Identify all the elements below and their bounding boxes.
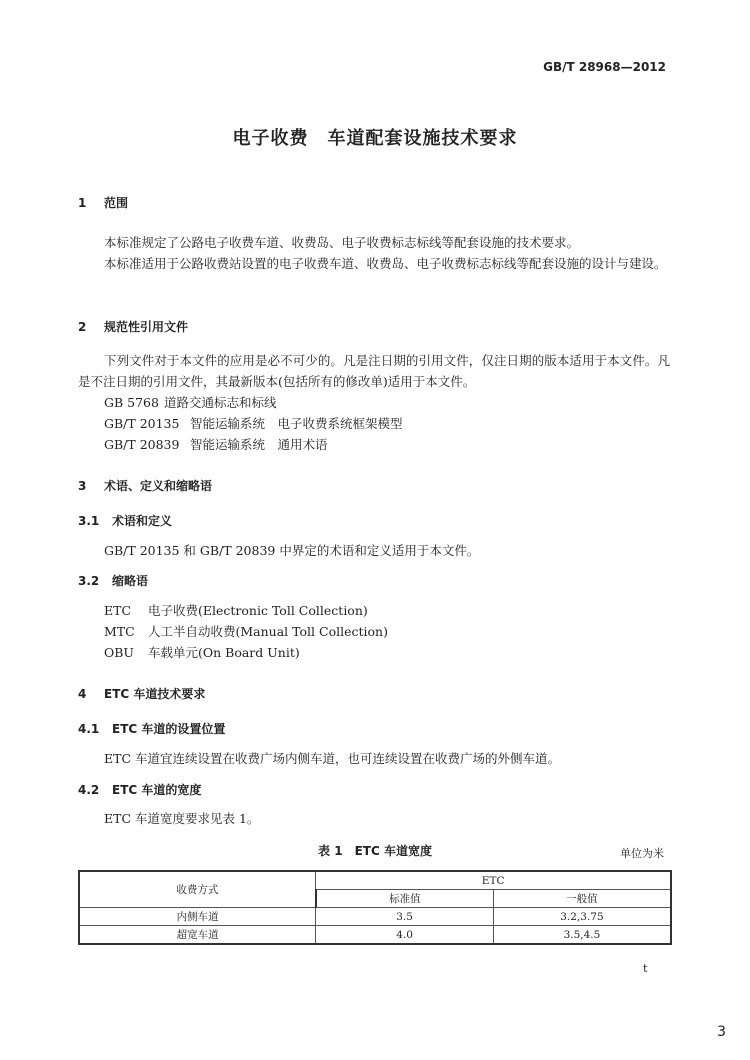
table-header-general: 一般值 xyxy=(493,890,671,908)
table-row xyxy=(79,926,671,945)
section-number: 3.2 xyxy=(78,574,100,588)
section-title: ETC 车道的设置位置 xyxy=(112,722,226,736)
table-row xyxy=(79,908,671,926)
section-title: 范围 xyxy=(104,196,129,210)
reference-title: 智能运输系统 电子收费系统框架模型 xyxy=(190,416,403,431)
section-3-1-paragraph: GB/T 20135 和 GB/T 20839 中界定的术语和定义适用于本文件。 xyxy=(104,543,480,558)
abbreviation-meaning: 人工半自动收费(Manual Toll Collection) xyxy=(148,624,388,639)
section-1-paragraph-1: 本标准规定了公路电子收费车道、收费岛、电子收费标志标线等配套设施的技术要求。 xyxy=(104,235,580,250)
section-4-1-heading xyxy=(78,720,225,737)
reference-item xyxy=(104,392,277,413)
section-title: ETC 车道的宽度 xyxy=(112,783,202,797)
table-cell-standard: 3.5 xyxy=(316,908,494,926)
page-number: 3 xyxy=(717,1024,726,1040)
section-title: 术语和定义 xyxy=(112,514,173,528)
section-1-heading xyxy=(78,194,128,211)
section-title: ETC 车道技术要求 xyxy=(104,687,206,701)
section-4-heading xyxy=(78,685,205,702)
abbreviation-meaning: 电子收费(Electronic Toll Collection) xyxy=(148,603,368,618)
section-2-paragraph-1: 下列文件对于本文件的应用是必不可少的。凡是注日期的引用文件，仅注日期的版本适用于本文件。凡是不注日期的引用文件，其最新版本(包括所有的修改单)适用于本文件。 xyxy=(78,353,670,389)
reference-title: 道路交通标志和标线 xyxy=(164,395,277,410)
section-number: 4.2 xyxy=(78,783,100,797)
reference-title: 智能运输系统 通用术语 xyxy=(190,437,328,452)
table-cell-general: 3.2,3.75 xyxy=(493,908,671,926)
abbreviation: ETC xyxy=(104,603,132,618)
abbreviation: OBU xyxy=(104,645,134,660)
table-cell-standard: 4.0 xyxy=(316,926,494,945)
section-3-heading xyxy=(78,477,212,494)
section-number: 4 xyxy=(78,687,87,701)
section-number: 4.1 xyxy=(78,722,100,736)
section-4-2-paragraph: ETC 车道宽度要求见表 1。 xyxy=(104,811,260,826)
table-cell-mode: 内侧车道 xyxy=(79,908,316,926)
section-3-2-heading xyxy=(78,572,148,589)
reference-code: GB/T 20839 xyxy=(104,437,180,452)
etc-lane-width-table xyxy=(78,870,672,945)
section-3-1-heading xyxy=(78,512,172,529)
table-header-row xyxy=(79,871,671,890)
abbreviation-meaning: 车载单元(On Board Unit) xyxy=(148,645,300,660)
section-2-heading xyxy=(78,318,188,335)
section-title: 缩略语 xyxy=(112,574,149,588)
abbreviation-item xyxy=(104,600,368,621)
table-header-etc: ETC xyxy=(316,871,671,890)
document-title: 电子收费 车道配套设施技术要求 xyxy=(232,128,518,149)
reference-code: GB 5768 xyxy=(104,395,159,410)
table-cell-mode: 超宽车道 xyxy=(79,926,316,945)
page-mark: t xyxy=(643,962,648,975)
reference-item xyxy=(104,434,328,455)
table-header-standard: 标准值 xyxy=(316,890,494,908)
section-number: 2 xyxy=(78,320,87,334)
abbreviation: MTC xyxy=(104,624,135,639)
abbreviation-item xyxy=(104,621,388,642)
reference-code: GB/T 20135 xyxy=(104,416,180,431)
table-header-mode: 收费方式 xyxy=(79,871,316,908)
section-number: 1 xyxy=(78,196,87,210)
section-number: 3.1 xyxy=(78,514,100,528)
section-title: 规范性引用文件 xyxy=(104,320,189,334)
table-cell-general: 3.5,4.5 xyxy=(493,926,671,945)
section-number: 3 xyxy=(78,479,87,493)
reference-item xyxy=(104,413,403,434)
section-1-paragraph-2: 本标准适用于公路收费站设置的电子收费车道、收费岛、电子收费标志标线等配套设施的设计与建设。 xyxy=(104,256,667,271)
table-unit: 单位为米 xyxy=(620,847,664,860)
section-title: 术语、定义和缩略语 xyxy=(104,479,213,493)
section-4-2-heading xyxy=(78,781,201,798)
abbreviation-item xyxy=(104,642,300,663)
standard-code: GB/T 28968—2012 xyxy=(543,60,666,74)
table-caption: 表 1 ETC 车道宽度 xyxy=(318,844,432,858)
section-4-1-paragraph: ETC 车道宜连续设置在收费广场内侧车道，也可连续设置在收费广场的外侧车道。 xyxy=(104,751,561,766)
